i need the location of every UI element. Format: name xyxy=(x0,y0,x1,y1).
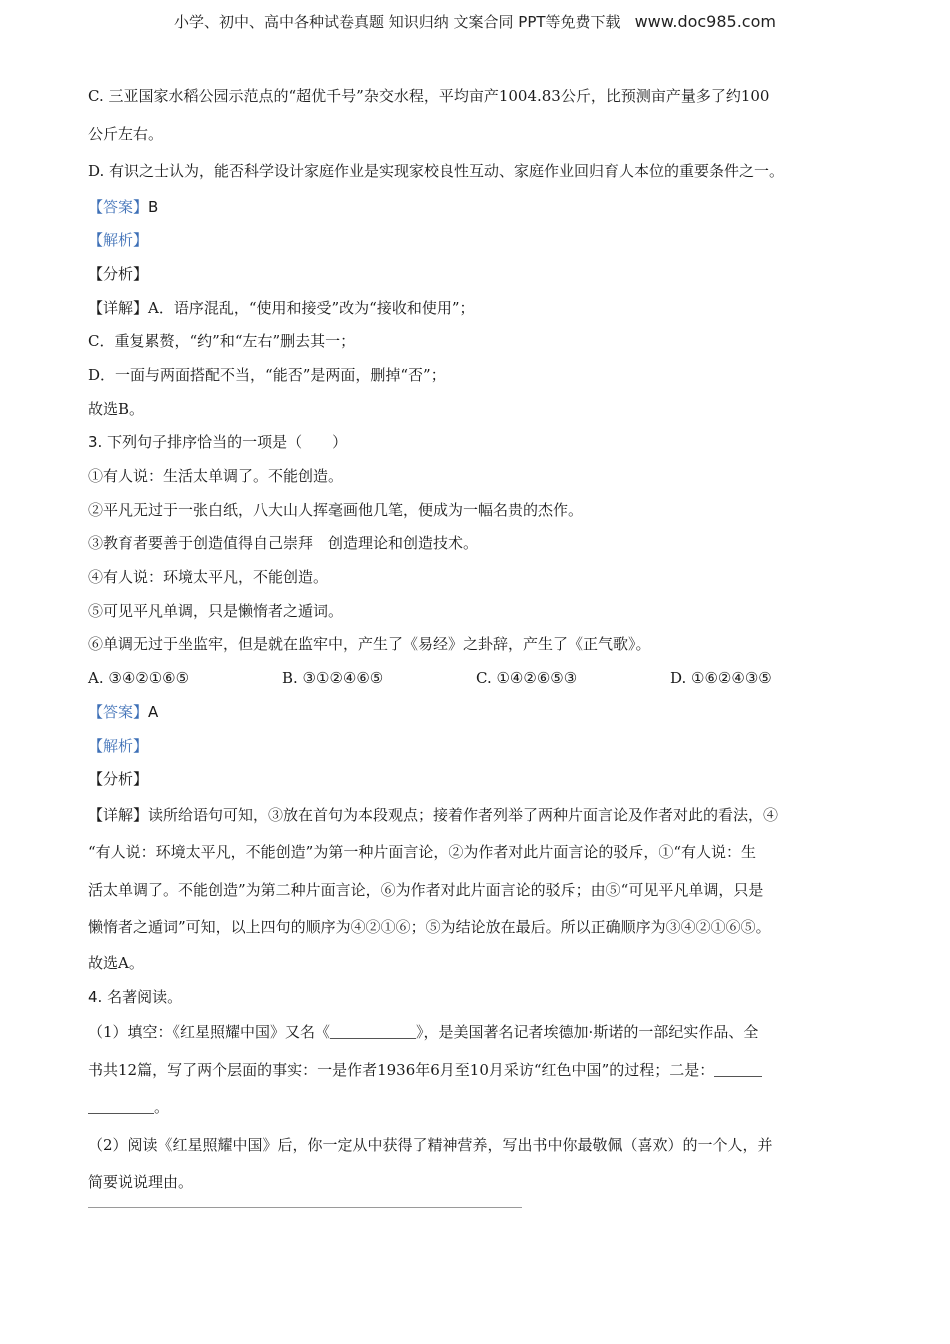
q3-sentence-6: ⑥单调无过于坐监牢，但是就在监牢中，产生了《易经》之卦辞，产生了《正气歌》。 xyxy=(88,635,651,654)
q2-option-d: D. 有识之士认为，能否科学设计家庭作业是实现家校良性互动、家庭作业回归育人本位的重要条件之一。 xyxy=(88,162,785,180)
q3-detail-line4: 懒惰者之遁词”可知，以上四句的顺序为④②①⑥；⑤为结论放在最后。所以正确顺序为③④②①⑥⑤。 xyxy=(88,918,771,937)
q4-title-text: 名著阅读。 xyxy=(107,987,183,1006)
q3-detail-line1 xyxy=(88,797,868,835)
q3-fenxi: 【分析】 xyxy=(88,770,149,789)
q2-analysis-tag: 【解析】 xyxy=(88,231,149,250)
q3-detail-tag: 【详解】 xyxy=(88,805,149,824)
q3-detail-line2: “有人说：环境太平凡，不能创造”为第一种片面言论，②为作者对此片面言论的驳斥，①“有人说：生 xyxy=(88,843,757,862)
q3-sentence-3: ③教育者要善于创造值得自己崇拜 创造理论和创造技术。 xyxy=(88,534,479,553)
q3-answer-value: A xyxy=(148,702,159,721)
q3-stem-text: 下列句子排序恰当的一项是（ ） xyxy=(107,433,348,452)
q2-detail-tag: 【详解】 xyxy=(88,298,149,317)
second-fact-blank-1[interactable] xyxy=(714,1060,762,1077)
q3-detail-line3: 活太单调了。不能创造”为第二种片面言论，⑥为作者对此片面言论的驳斥；由⑤“可见平凡单调，只是 xyxy=(88,880,764,899)
q2-detail-d: D．一面与两面搭配不当，“能否”是两面，删掉“否”； xyxy=(88,365,446,384)
q2-answer-value: B xyxy=(148,197,159,216)
q3-detail-l1: 读所给语句可知，③放在首句为本段观点；接着作者列举了两种片面言论及作者对此的看法，④ xyxy=(148,805,779,824)
book-alt-title-blank[interactable] xyxy=(330,1022,416,1039)
q3-answer xyxy=(88,696,868,730)
q3-conclusion: 故选A。 xyxy=(88,953,144,972)
q3-option-a: A. ③④②①⑥⑤ xyxy=(88,669,190,688)
q4-part2-line2: 简要说说理由。 xyxy=(88,1173,194,1192)
q2-conclusion: 故选B。 xyxy=(88,399,145,418)
q2-option-c-line2: 公斤左右。 xyxy=(88,124,164,143)
q3-sentence-1: ①有人说：生活太单调了。不能创造。 xyxy=(88,467,344,485)
q4-part1-line3 xyxy=(88,1089,868,1127)
q3-options xyxy=(88,662,868,696)
q3-sentence-5: ⑤可见平凡单调，只是懒惰者之遁词。 xyxy=(88,601,344,620)
q4-part1-line2 xyxy=(88,1052,868,1090)
q2-fenxi: 【分析】 xyxy=(88,264,149,283)
q4-part1-line1 xyxy=(88,1014,868,1052)
q2-answer xyxy=(88,191,868,225)
q3-sentence-2: ②平凡无过于一张白纸，八大山人挥毫画他几笔，便成为一幅名贵的杰作。 xyxy=(88,500,584,519)
q4-p1-a: （1）填空：《红星照耀中国》又名《 xyxy=(88,1023,331,1042)
second-fact-blank-2[interactable] xyxy=(88,1097,154,1114)
q4-part2-line1: （2）阅读《红星照耀中国》后，你一定从中获得了精神营养，写出书中你最敬佩（喜欢）的一个人，并 xyxy=(88,1135,773,1154)
q2-detail-c: C．重复累赘，“约”和“左右”删去其一； xyxy=(88,332,356,351)
q3-number: 3. xyxy=(88,433,103,452)
header-site: www.doc985.com xyxy=(634,12,776,31)
q2-detail-a xyxy=(88,292,868,326)
q4-p1-end: 。 xyxy=(154,1098,170,1117)
answer-line[interactable] xyxy=(88,1207,522,1208)
q2-answer-tag: 【答案】 xyxy=(88,197,149,216)
q3-option-c: C. ①④②⑥⑤③ xyxy=(476,669,578,688)
q3-option-b: B. ③①②④⑥⑤ xyxy=(282,669,384,688)
q4-title xyxy=(88,981,868,1015)
q4-number: 4. xyxy=(88,987,103,1006)
q3-option-d: D. ①⑥②④③⑤ xyxy=(670,669,772,688)
q3-sentence-4: ④有人说：环境太平凡，不能创造。 xyxy=(88,568,329,587)
document-body xyxy=(88,78,868,1202)
q2-detail-a-text: A．语序混乱，“使用和接受”改为“接收和使用”； xyxy=(148,298,475,317)
header-text: 小学、初中、高中各种试卷真题 知识归纳 文案合同 PPT等免费下载 xyxy=(174,13,621,31)
q4-p1-b: 》，是美国著名记者埃德加·斯诺的一部纪实作品、全 xyxy=(416,1023,759,1042)
q4-p1-l2: 书共12篇，写了两个层面的事实：一是作者1936年6月至10月采访“红色中国”的过程；二是： xyxy=(88,1060,715,1079)
q2-option-c-line1: C. 三亚国家水稻公园示范点的“超优千号”杂交水程，平均亩产1004.83公斤，比预测亩产量多了约100 xyxy=(88,87,770,105)
q3-answer-tag: 【答案】 xyxy=(88,702,149,721)
q3-analysis-tag: 【解析】 xyxy=(88,736,149,755)
page-header xyxy=(0,11,950,32)
q3-stem xyxy=(88,426,868,460)
